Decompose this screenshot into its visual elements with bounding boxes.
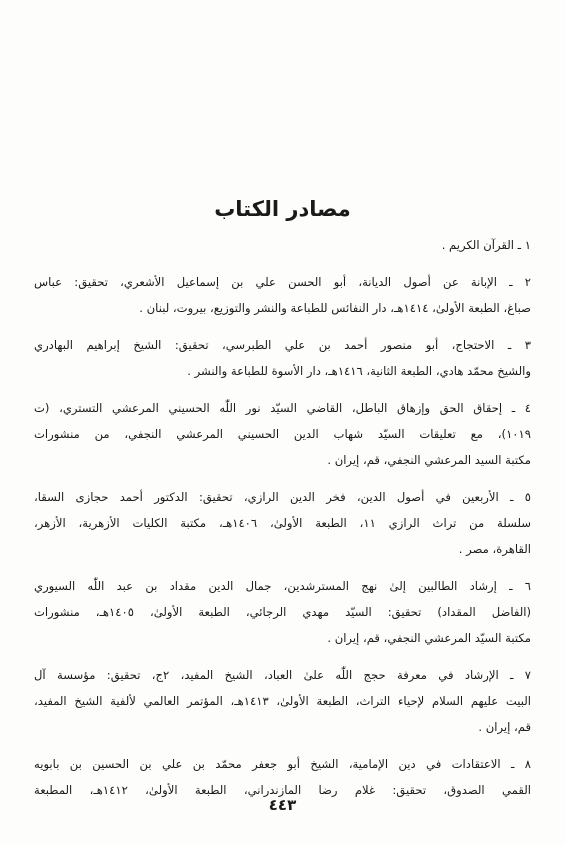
bibliography-entry-3 <box>34 332 531 384</box>
entry-line: البيت عليهم السلام لإحياء التراث، الطبعة الأولىٰ، ١٤١٣هـ، المؤتمر العالمي لألفية الشيخ المفيد، <box>34 694 531 708</box>
bibliography-entry-6 <box>34 573 531 651</box>
bibliography-entry-2 <box>34 269 531 321</box>
entry-line: ٢ ـ الإبانة عن أصول الديانة، أبو الحسن علي بن إسماعيل الأشعري، تحقيق: عباس <box>34 275 531 289</box>
entry-line: ١ ـ القرآن الكريم . <box>441 238 531 252</box>
entry-line: (الفاضل المقداد) تحقيق: السيّد مهدي الرجائي، الطبعة الأولىٰ، ١٤٠٥هـ، منشورات <box>34 605 531 619</box>
entry-line: ٦ ـ إرشاد الطالبين إلىٰ نهج المسترشدين، جمال الدين مقداد بن عبد اللّٰه السيوري <box>34 579 531 593</box>
bibliography-entry-1 <box>34 232 531 258</box>
page-title: مصادر الكتاب <box>214 197 351 221</box>
entry-line: القمي الصدوق، تحقيق: غلام رضا المازندراني، الطبعة الأولىٰ، ١٤١٢هـ، المطبعة <box>34 783 531 797</box>
entry-line: ٣ ـ الاحتجاج، أبو منصور أحمد بن علي الطبرسي، تحقيق: الشيخ إبراهيم البهادري <box>34 338 531 352</box>
entry-line: ١٠١٩)، مع تعليقات السيّد شهاب الدين الحسيني المرعشي النجفي، من منشورات <box>34 427 531 441</box>
bibliography-entry-5 <box>34 484 531 562</box>
entry-line: ٥ ـ الأربعين في أصول الدين، فخر الدين الرازي، تحقيق: الدكتور أحمد حجازى السقا، <box>34 490 531 504</box>
bibliography-list <box>34 232 531 814</box>
entry-line: مكتبة السيّد المرعشي النجفي، قم، إيران . <box>327 631 531 645</box>
entry-line: ٧ ـ الإرشاد في معرفة حجج اللّٰه علىٰ العباد، الشيخ المفيد، ٢ج، تحقيق: مؤسسة آل <box>34 668 531 682</box>
bibliography-entry-4 <box>34 395 531 473</box>
entry-line: والشيخ محمّد هادي، الطبعة الثانية، ١٤١٦هـ، دار الأسوة للطباعة والنشر . <box>187 364 531 378</box>
entry-line: القاهرة، مصر . <box>458 542 531 556</box>
entry-line: صباغ، الطبعة الأولىٰ، ١٤١٤هـ، دار النفائس للطباعة والنشر والتوزيع، بيروت، لبنان . <box>139 301 531 315</box>
entry-line: قم، إيران . <box>478 720 531 734</box>
entry-line: مكتبة السيد المرعشي النجفي، قم، إيران . <box>327 453 531 467</box>
entry-line: ٤ ـ إحقاق الحق وإزهاق الباطل، القاضي السيّد نور اللّٰه الحسيني المرعشي التستري، (ت <box>34 401 531 415</box>
bibliography-entry-7 <box>34 662 531 740</box>
entry-line: ٨ ـ الاعتقادات في دين الإمامية، الشيخ أبو جعفر محمّد بن علي بن الحسين بن بابويه <box>34 757 531 771</box>
page-number: ٤٤٣ <box>268 796 297 814</box>
entry-line: سلسلة من تراث الرازي ١١، الطبعة الأولىٰ، ١٤٠٦هـ، مكتبة الكليات الأزهرية، الأزهر، <box>34 516 531 530</box>
